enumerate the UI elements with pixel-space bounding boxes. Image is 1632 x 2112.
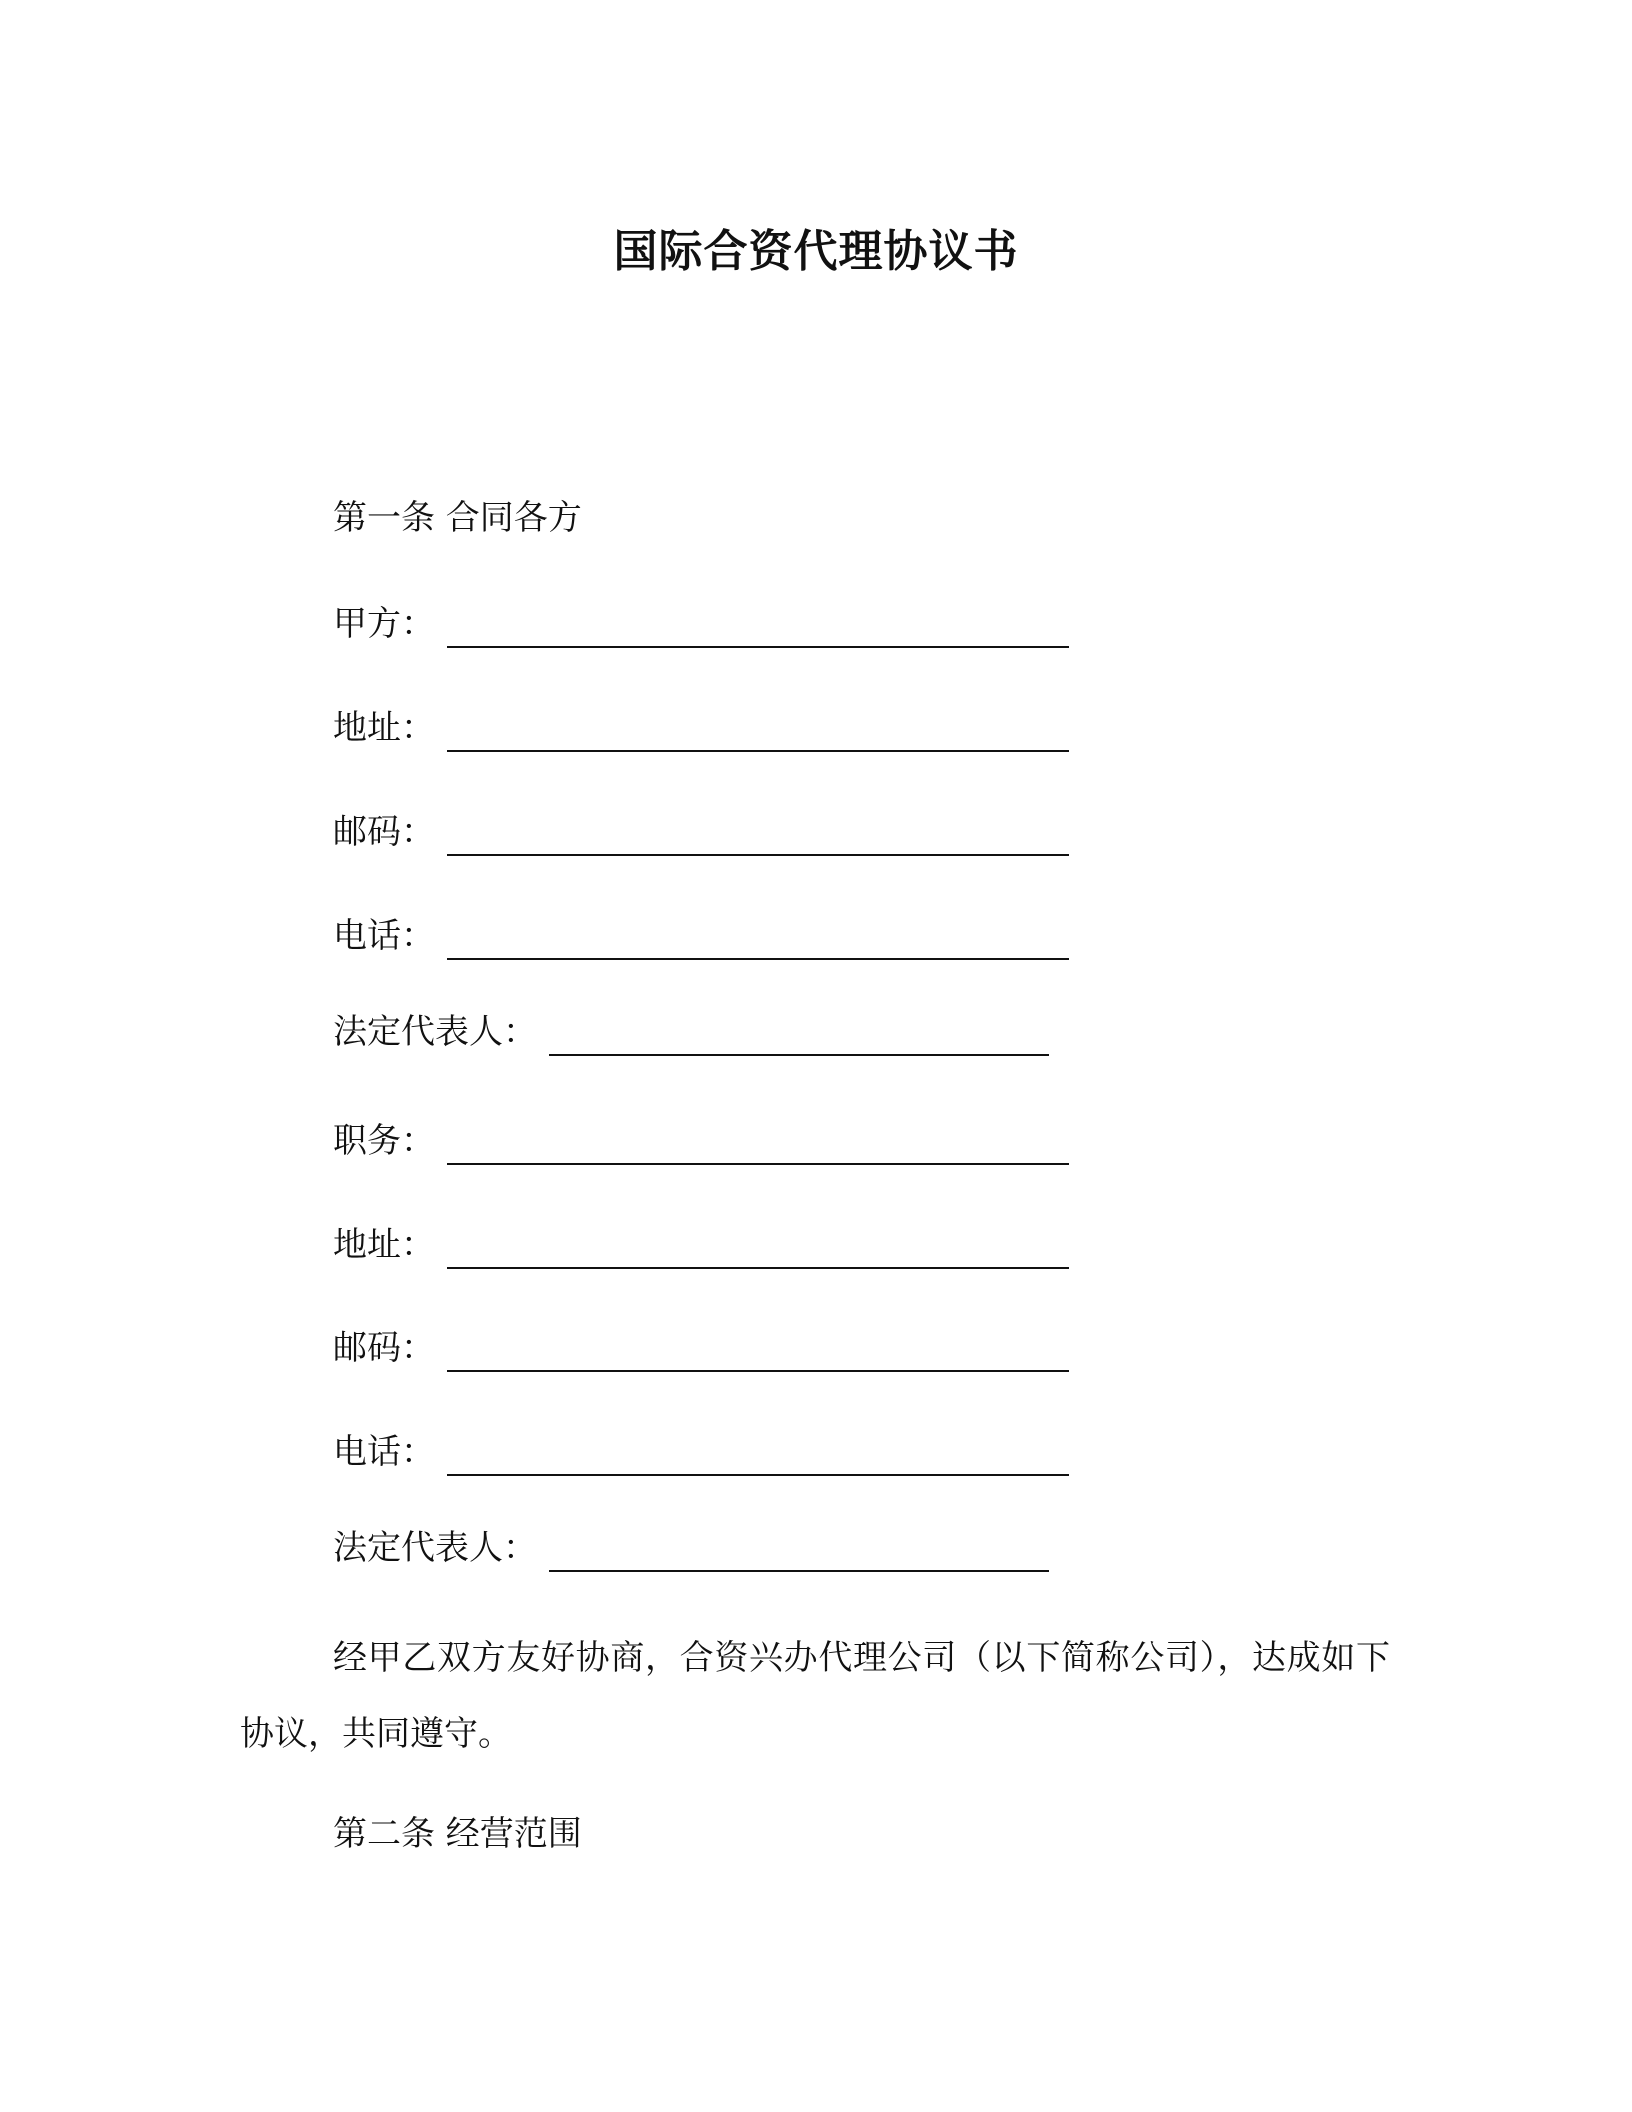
party-b-address-blank <box>447 1231 1069 1269</box>
party-b-position-field <box>333 1117 1069 1165</box>
party-b-postcode-blank <box>447 1334 1069 1372</box>
party-a-address-field <box>333 704 1069 752</box>
party-b-phone-blank <box>447 1438 1069 1476</box>
party-b-legal-rep-blank <box>549 1534 1049 1572</box>
party-a-name-blank <box>447 610 1069 648</box>
party-a-legal-rep-blank <box>549 1018 1049 1056</box>
party-b-position-label: 职务： <box>333 1121 435 1161</box>
intro-paragraph: 经甲乙双方友好协商，合资兴办代理公司（以下简称公司），达成如下协议，共同遵守。 <box>240 1638 1390 1754</box>
party-a-postcode-field <box>333 808 1069 856</box>
party-a-phone-blank <box>447 922 1069 960</box>
party-a-name-field <box>333 600 1069 648</box>
party-a-address-blank <box>447 714 1069 752</box>
article-2-heading: 第二条 经营范围 <box>333 1814 582 1854</box>
party-a-phone-field <box>333 912 1069 960</box>
document-title: 国际合资代理协议书 <box>613 226 1019 277</box>
party-b-address-label: 地址： <box>333 1225 435 1265</box>
party-a-postcode-label: 邮码： <box>333 812 435 852</box>
party-a-phone-label: 电话： <box>333 916 435 956</box>
party-b-phone-field <box>333 1428 1069 1476</box>
party-b-postcode-field <box>333 1324 1069 1372</box>
party-b-phone-label: 电话： <box>333 1432 435 1472</box>
article-1-heading: 第一条 合同各方 <box>333 498 582 538</box>
party-a-name-label: 甲方： <box>333 604 435 644</box>
party-b-address-field <box>333 1221 1069 1269</box>
party-b-position-blank <box>447 1127 1069 1165</box>
party-a-address-label: 地址： <box>333 708 435 748</box>
party-b-legal-rep-field <box>333 1524 1049 1572</box>
party-b-legal-rep-label: 法定代表人： <box>333 1528 537 1568</box>
party-a-legal-rep-field <box>333 1008 1049 1056</box>
party-a-postcode-blank <box>447 818 1069 856</box>
party-a-legal-rep-label: 法定代表人： <box>333 1012 537 1052</box>
party-b-postcode-label: 邮码： <box>333 1328 435 1368</box>
